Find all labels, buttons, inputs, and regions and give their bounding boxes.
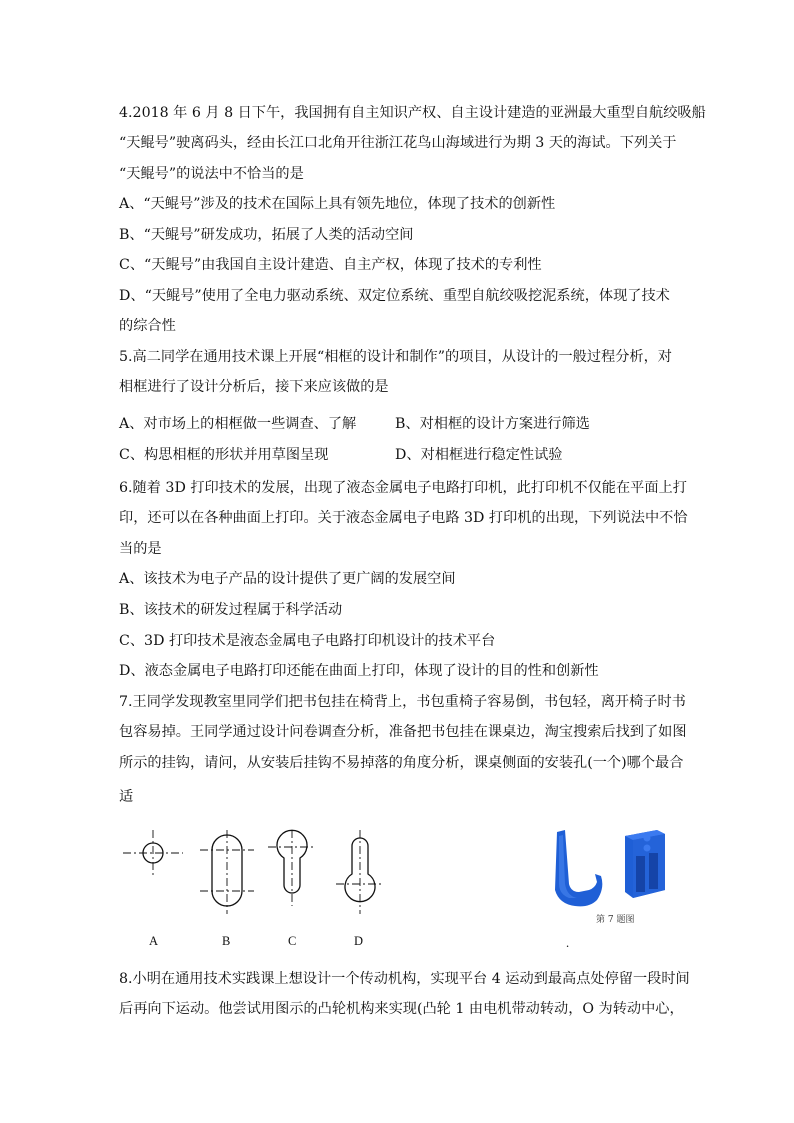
q7-stem-line3: 所示的挂钩，请问，从安装后挂钩不易掉落的角度分析，课桌侧面的安装孔(一个)哪个最合 xyxy=(119,755,684,771)
q5-option-c: C、构思相框的形状并用草图呈现 xyxy=(119,447,329,463)
q4-option-c: C、“天鲲号”由我国自主设计建造、自主产权，体现了技术的专利性 xyxy=(119,257,542,273)
q4-option-b: B、“天鲲号”研发成功，拓展了人类的活动空间 xyxy=(119,227,414,243)
q7-hole-diagrams xyxy=(120,828,420,918)
q7-stem-line1: 7.王同学发现教室里同学们把书包挂在椅背上，书包重椅子容易倒，书包轻，离开椅子时书 xyxy=(119,694,686,710)
q4-option-d-line1: D、“天鲲号”使用了全电力驱动系统、双定位系统、重型自航绞吸挖泥系统，体现了技术 xyxy=(119,288,670,304)
q5-option-b: B、对相框的设计方案进行筛选 xyxy=(395,416,590,432)
q6-stem-line3: 当的是 xyxy=(119,541,162,557)
q6-option-c: C、3D 打印技术是液态金属电子电路打印机设计的技术平台 xyxy=(119,633,496,649)
q6-option-d: D、液态金属电子电路打印还能在曲面上打印，体现了设计的目的性和创新性 xyxy=(119,663,599,679)
q7-photo-caption: 第 7 题图 xyxy=(596,915,635,925)
q8-stem-line2: 后再向下运动。他尝试用图示的凸轮机构来实现(凸轮 1 由电机带动转动，O 为转动中心， xyxy=(119,1001,684,1017)
hole-option-d xyxy=(336,830,384,914)
hole-label-b: B xyxy=(222,934,231,948)
hole-option-a xyxy=(123,830,183,876)
hole-label-d: D xyxy=(354,934,364,948)
q5-option-a: A、对市场上的相框做一些调查、了解 xyxy=(119,416,357,432)
hole-option-c xyxy=(268,830,316,906)
q6-stem-line1: 6.随着 3D 打印技术的发展，出现了液态金属电子电路打印机，此打印机不仅能在平面上打 xyxy=(119,480,687,496)
q4-option-a: A、“天鲲号”涉及的技术在国际上具有领先地位，体现了技术的创新性 xyxy=(119,196,556,212)
q8-stem-line1: 8.小明在通用技术实践课上想设计一个传动机构，实现平台 4 运动到最高点处停留一段时间 xyxy=(119,971,690,987)
hole-label-c: C xyxy=(288,934,297,948)
hole-label-a: A xyxy=(149,934,159,948)
q4-stem-line1: 4.2018 年 6 月 8 日下午，我国拥有自主知识产权、自主设计建造的亚洲最大重型自航绞吸船 xyxy=(119,105,706,121)
q5-stem-line1: 5.高二同学在通用技术课上开展“相框的设计和制作”的项目，从设计的一般过程分析，对 xyxy=(119,349,672,365)
q4-stem-line2: “天鲲号”驶离码头，经由长江口北角开往浙江花鸟山海域进行为期 3 天的海试。下列关于 xyxy=(119,135,677,151)
q7-hook-photo xyxy=(545,826,675,916)
q4-stem-line3: “天鲲号”的说法中不恰当的是 xyxy=(119,166,304,182)
q6-option-b: B、该技术的研发过程属于科学活动 xyxy=(119,602,343,618)
q4-option-d-line2: 的综合性 xyxy=(119,318,176,334)
q5-stem-line2: 相框进行了设计分析后，接下来应该做的是 xyxy=(119,379,389,395)
q7-stem-line4: 适 xyxy=(119,789,134,805)
q6-option-a: A、该技术为电子产品的设计提供了更广阔的发展空间 xyxy=(119,571,456,587)
q7-photo-dot: . xyxy=(566,936,570,950)
q6-stem-line2: 印，还可以在各种曲面上打印。关于液态金属电子电路 3D 打印机的出现，下列说法中不恰 xyxy=(119,510,688,526)
hole-option-b xyxy=(200,830,254,914)
q7-stem-line2: 包容易掉。王同学通过设计问卷调查分析，准备把书包挂在课桌边，淘宝搜索后找到了如图 xyxy=(119,724,687,740)
q5-option-d: D、对相框进行稳定性试验 xyxy=(395,447,563,463)
